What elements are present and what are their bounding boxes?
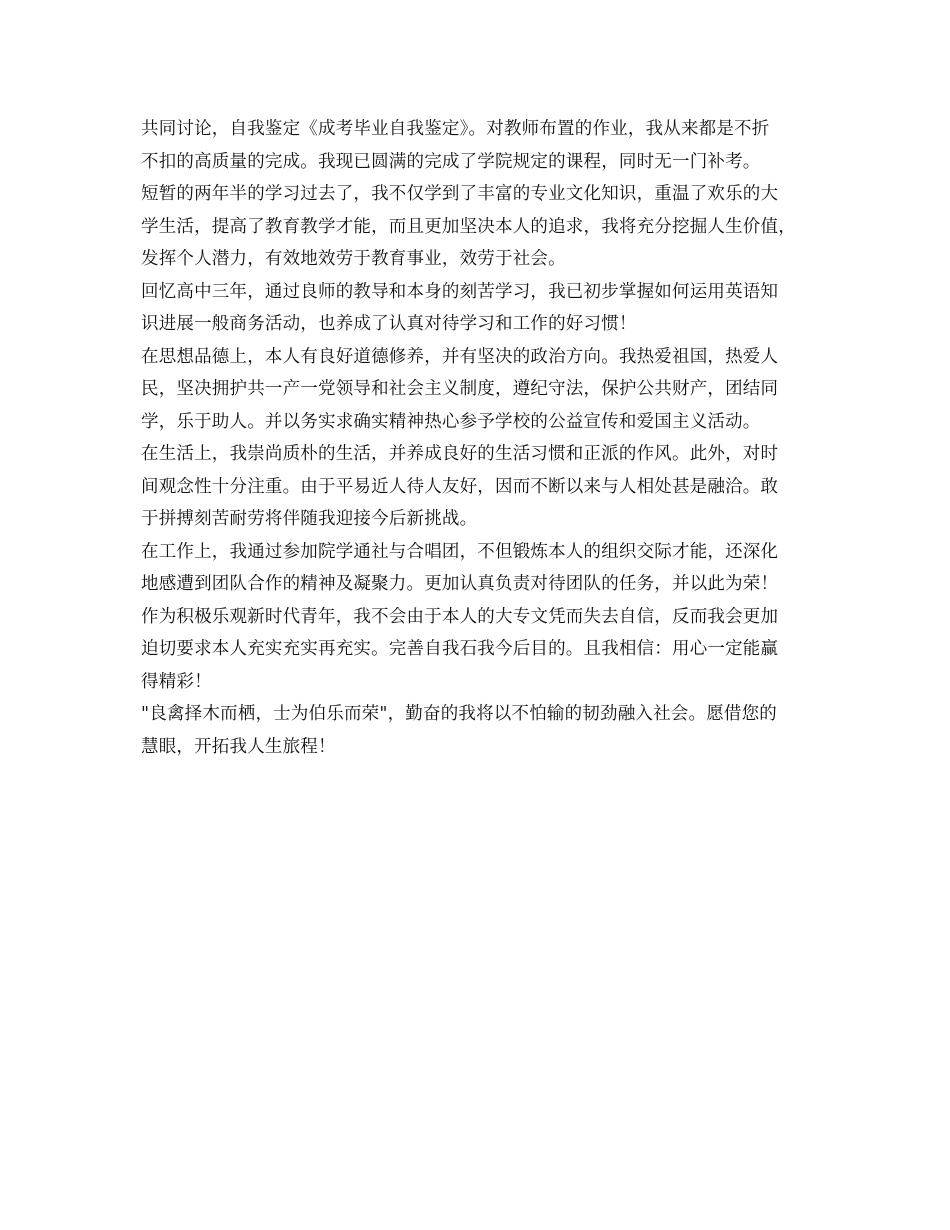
text-line: 在生活上，我崇尚质朴的生活，并养成良好的生活习惯和正派的作风。此外，对时 <box>141 444 779 464</box>
text-line: 迫切要求本人充实充实再充实。完善自我石我今后目的。且我相信：用心一定能赢 <box>141 639 779 659</box>
text-line: 在工作上，我通过参加院学通社与合唱团，不但锻炼本人的组织交际才能，还深化 <box>141 541 779 562</box>
text-line: 短暂的两年半的学习过去了，我不仅学到了丰富的专业文化知识，重温了欢乐的大 <box>141 184 779 204</box>
text-line: 民，坚决拥护共一产一党领导和社会主义制度，遵纪守法，保护公共财产，团结同 <box>141 379 779 399</box>
text-line: 间观念性十分注重。由于平易近人待人友好，因而不断以来与人相处甚是融洽。敢 <box>141 476 779 497</box>
text-line: 学生活，提高了教育教学才能，而且更加坚决本人的追求，我将充分挖掘人生价值， <box>141 216 796 237</box>
text-line: 共同讨论，自我鉴定《成考毕业自我鉴定》。对教师布置的作业，我从来都是不折 <box>141 119 770 139</box>
text-line: 作为积极乐观新时代青年，我不会由于本人的大专文凭而失去自信，反而我会更加 <box>141 606 779 627</box>
document-body-text <box>141 113 821 763</box>
text-line: 学，乐于助人。并以务实求确实精神热心参予学校的公益宣传和爱国主义活动。 <box>141 411 761 432</box>
text-line: 得精彩！ <box>141 671 212 692</box>
text-line: 不扣的高质量的完成。我现已圆满的完成了学院规定的课程，同时无一门补考。 <box>141 151 761 172</box>
text-line: 发挥个人潜力，有效地效劳于教育事业，效劳于社会。 <box>141 249 566 269</box>
text-line: 在思想品德上，本人有良好道德修养，并有坚决的政治方向。我热爱祖国，热爱人 <box>141 346 779 367</box>
text-line: 慧眼，开拓我人生旅程！ <box>141 736 336 757</box>
text-line: 回忆高中三年，通过良师的教导和本身的刻苦学习，我已初步掌握如何运用英语知 <box>141 281 779 302</box>
text-line: 识进展一般商务活动，也养成了认真对待学习和工作的好习惯！ <box>141 314 637 334</box>
text-line: 于拼搏刻苦耐劳将伴随我迎接今后新挑战。 <box>141 509 478 529</box>
text-line: 地感遭到团队合作的精神及凝聚力。更加认真负责对待团队的任务，并以此为荣！ <box>141 574 779 594</box>
text-line: "良禽择木而栖，士为伯乐而荣"，勤奋的我将以不怕输的韧劲融入社会。愿借您的 <box>141 704 777 724</box>
